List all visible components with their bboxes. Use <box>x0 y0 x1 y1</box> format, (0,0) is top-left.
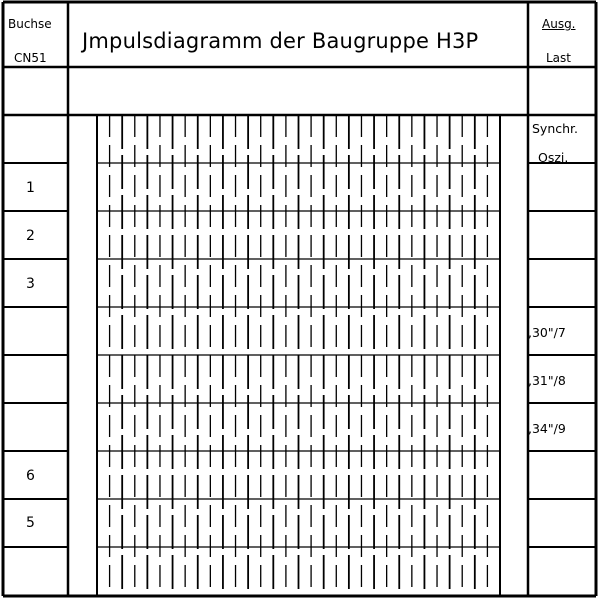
diagram-title: Jmpulsdiagramm der Baugruppe H3P <box>82 29 479 53</box>
row-label-left: 6 <box>26 468 35 484</box>
row-label-left: 3 <box>26 276 35 292</box>
row-label-left: 2 <box>26 228 35 244</box>
header-connector-label: CN51 <box>14 51 47 65</box>
row-label-right-line1: Synchr. <box>532 121 579 136</box>
row-label-left: 5 <box>26 515 35 531</box>
header-output-label: Ausg. <box>542 17 576 31</box>
row-label-right-line1: ,34"/9 <box>528 421 566 436</box>
header-load-label: Last <box>546 51 571 65</box>
row-label-left: 1 <box>26 180 35 196</box>
row-label-right-line1: ,30"/7 <box>528 325 566 340</box>
header-buchse-label: Buchse <box>8 17 52 31</box>
row-label-right-line2: Oszi. <box>538 150 569 165</box>
row-label-right-line1: ,31"/8 <box>528 373 566 388</box>
